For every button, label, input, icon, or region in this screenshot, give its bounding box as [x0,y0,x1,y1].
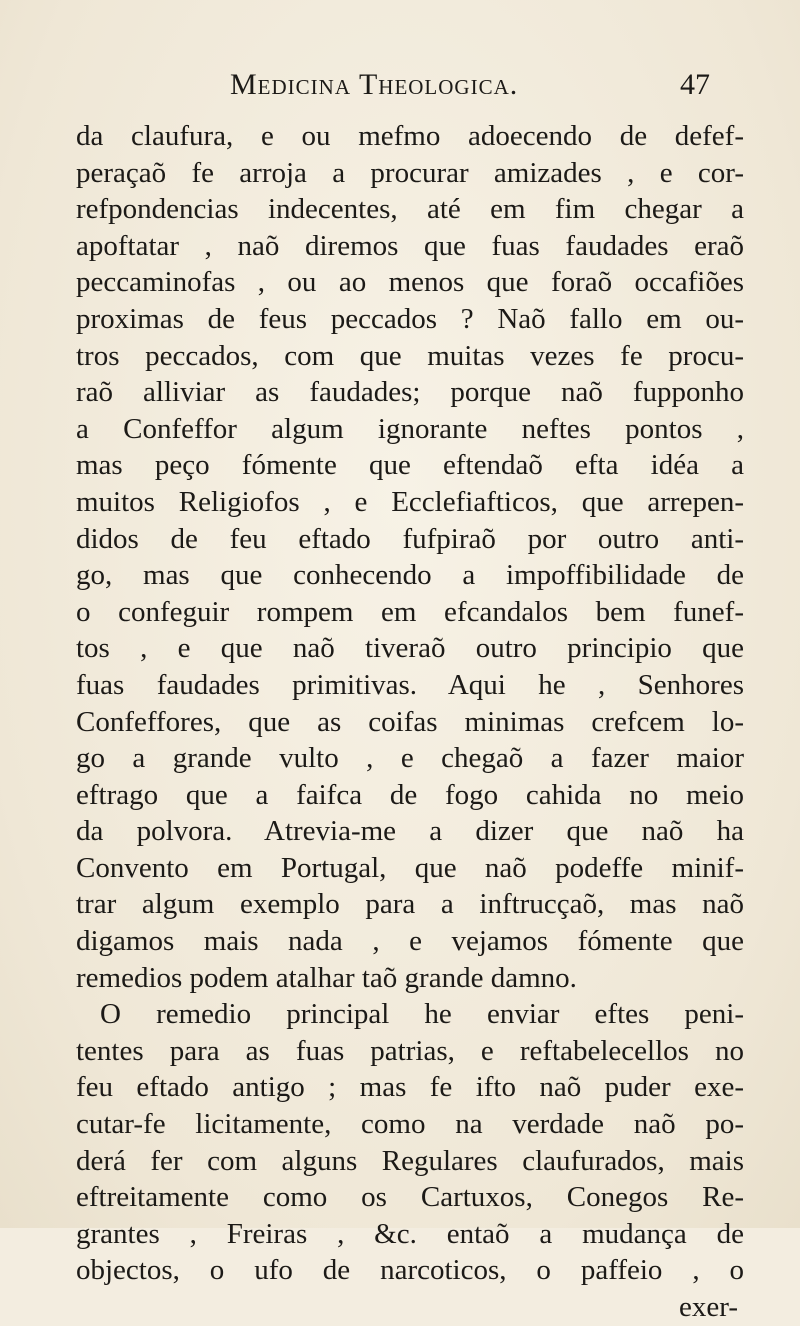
page-header [230,68,710,108]
running-title: Medicina Theologica. [230,68,519,101]
text-line: didos de feu eftado fufpiraõ por outro anti- [76,522,744,555]
text-line: muitos Religiofos , e Ecclefiafticos, que arrepen- [76,485,744,518]
text-line: Confeffores, que as coifas minimas crefcem lo- [76,705,744,738]
text-line: eftrago que a faifca de fogo cahida no meio [76,778,744,811]
page-number: 47 [680,68,710,101]
text-line: tentes para as fuas patrias, e reftabelecellos no [76,1034,744,1067]
text-line: proximas de feus peccados ? Naõ fallo em ou- [76,302,744,335]
text-line: tros peccados, com que muitas vezes fe procu- [76,339,744,372]
text-line: derá fer com alguns Regulares claufurados, mais [76,1144,744,1177]
body-text [76,118,744,1326]
text-line: Convento em Portugal, que naõ podeffe minif- [76,851,744,884]
text-line: digamos mais nada , e vejamos fómente que [76,925,744,958]
text-line: da polvora. Atrevia-me a dizer que naõ ha [76,815,744,848]
text-line: eftreitamente como os Cartuxos, Conegos Re- [76,1181,744,1214]
text-line: da claufura, e ou mefmo adoecendo de defef- [76,120,744,152]
text-line: peccaminofas , ou ao menos que foraõ occafiões [76,266,744,299]
text-line: peraçaõ fe arroja a procurar amizades , e cor- [76,156,744,189]
text-line: mas peço fómente que eftendaõ efta idéa a [76,449,744,482]
text-line: go a grande vulto , e chegaõ a fazer maior [76,742,744,775]
text-line: fuas faudades primitivas. Aqui he , Senhores [76,668,744,701]
text-line: trar algum exemplo para a inftrucçaõ, mas naõ [76,888,744,921]
text-line: cutar-fe licitamente, como na verdade naõ po- [76,1108,744,1141]
text-line: feu eftado antigo ; mas fe ifto naõ puder exe- [76,1071,744,1104]
text-line: go, mas que conhecendo a impoffibilidade de [76,559,744,592]
paragraph-start-line: O remedio principal he enviar eftes peni- [100,998,744,1031]
text-line: remedios podem atalhar taõ grande damno. [76,961,577,994]
text-line: refpondencias indecentes, até em fim chegar a [76,193,744,226]
text-line: raõ alliviar as faudades; porque naõ fupponho [76,376,744,409]
text-line: tos , e que naõ tiveraõ outro principio que [76,632,744,665]
text-line: grantes , Freiras , &c. entaõ a mudança de [76,1217,744,1250]
text-line: objectos, o ufo de narcoticos, o paffeio , o [76,1254,744,1287]
text-line: apoftatar , naõ diremos que fuas faudades eraõ [76,229,744,262]
text-line: a Confeffor algum ignorante neftes pontos , [76,412,744,445]
catchword: exer- [679,1291,738,1323]
text-line: o confeguir rompem em efcandalos bem funef- [76,595,744,628]
